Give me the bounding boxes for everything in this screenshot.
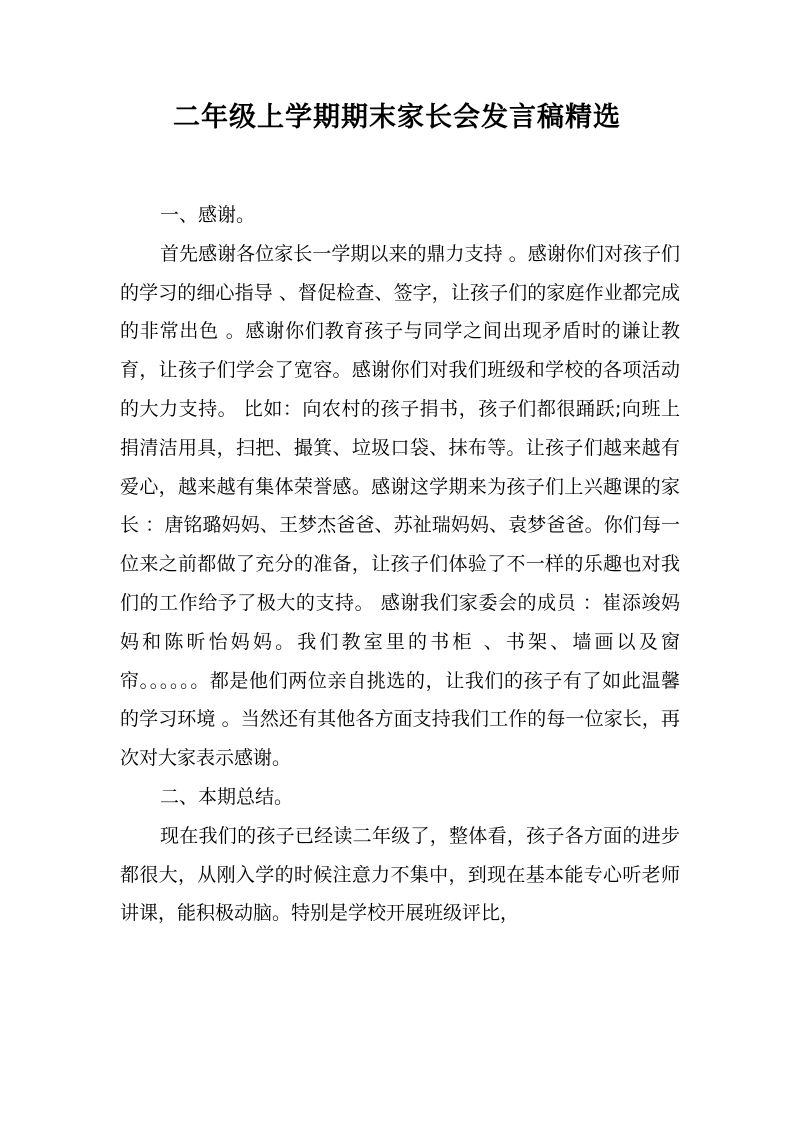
paragraph-thanks: 首先感谢各位家长一学期以来的鼎力支持 。感谢你们对孩子们的学习的细心指导 、督促检查、签字，让孩子们的家庭作业都完成的非常出色 。感谢你们教育孩子与同学之间出现矛盾时的谦让教育，让孩子们学会了宽容。感谢你们对我们班级和学校的各项活动的大力支持。 比如：向农村的孩子捐书，孩子们都很踊跃;向班上捐清洁用具，扫把、撮箕、垃圾口袋、抹布等。让孩子们越来越有爱心，越来越有集体荣誉感。感谢这学期来为孩子们上兴趣课的家长 ：唐铭璐妈妈、王梦杰爸爸、苏祉瑞妈妈、袁梦爸爸。你们每一位来之前都做了充分的准备，让孩子们体验了不一样的乐趣也对我们的工作给予了极大的支持。 感谢我们家委会的成员 ：崔添竣妈妈和陈昕怡妈妈。我们教室里的书柜 、书架、墙画以及窗帘。。。。。。都是他们两位亲自挑选的，让我们的孩子有了如此温馨的学习环境 。当然还有其他各方面支持我们工作的每一位家长，再次对大家表示感谢。 [120,242,680,770]
paragraph-summary: 现在我们的孩子已经读二年级了，整体看，孩子各方面的进步都很大，从刚入学的时候注意力不集中，到现在基本能专心听老师讲课，能积极动脑。特别是学校开展班级评比， [120,824,680,925]
document-title: 二年级上学期期末家长会发言稿精选 [173,102,621,133]
section-heading-thanks: 一、感谢。 [160,204,256,226]
section-heading-summary: 二、本期总结。 [160,785,294,808]
document-body [120,196,680,933]
